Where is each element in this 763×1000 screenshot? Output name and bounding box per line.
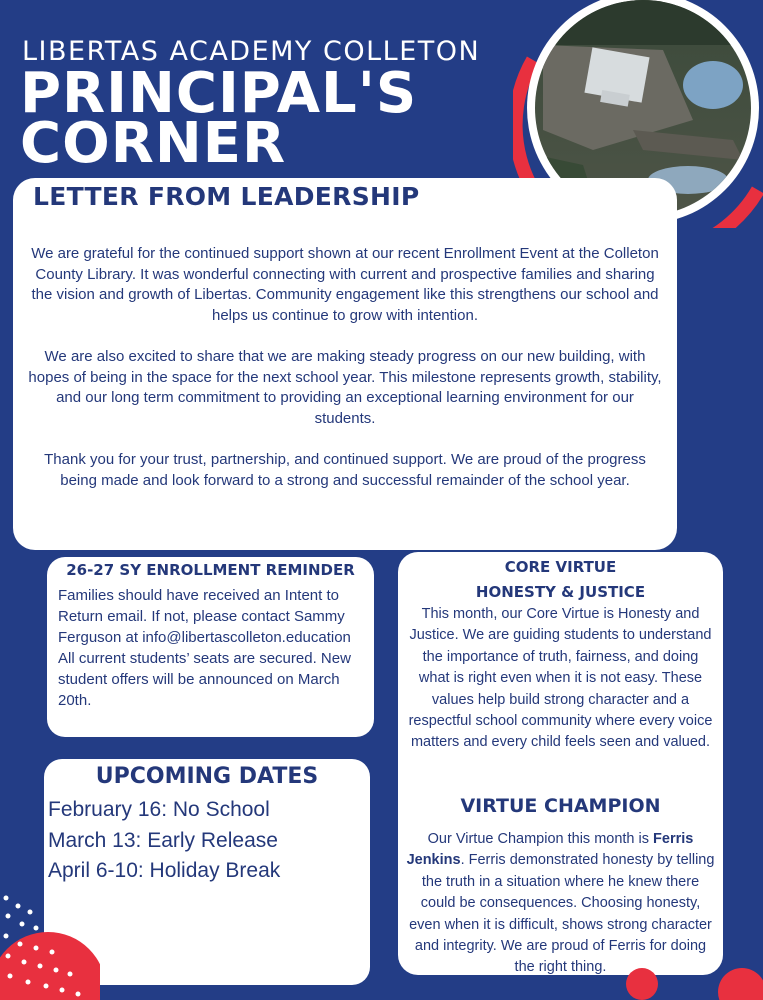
date-item: April 6-10: Holiday Break (48, 859, 281, 882)
core-virtue-heading: CORE VIRTUE (504, 558, 617, 576)
letter-paragraph: We are grateful for the continued support shown at our recent Enrollment Event at the Colleton County Library. It was wonderful connecting with current and prospective families and sharing the vision and growth of Libertas. Community engagement like this strengthens our school and helps us continue to grow with intention. (31, 245, 659, 324)
page-title-line-1: PRINCIPAL'S (20, 61, 418, 126)
decorative-red-circles (612, 968, 763, 1000)
school-name: LIBERTAS ACADEMY COLLETON (22, 36, 481, 67)
dates-heading: UPCOMING DATES (95, 764, 319, 789)
virtue-name-heading: HONESTY & JUSTICE (475, 583, 646, 601)
letter-heading: LETTER FROM LEADERSHIP (33, 182, 420, 211)
virtue-champion-body (406, 829, 715, 979)
champion-description: . Ferris demonstrated honesty by telling the truth in a situation where he knew there could be consequences. Choosing honesty, even when it is difficult, shows strong character and integrity. We are proud of Ferris for doing the right thing. (409, 852, 715, 976)
virtue-body: This month, our Core Virtue is Honesty and Justice. We are guiding students to understand the importance of truth, fairness, and doing what is right even when it is not easy. These values help build strong character and a respectful school community where every voice matters and every child feels seen and valued. (408, 606, 713, 751)
champion-intro: Our Virtue Champion this month is (427, 831, 654, 847)
virtue-card (398, 552, 723, 975)
date-item: February 16: No School (48, 798, 270, 821)
letter-paragraph: We are also excited to share that we are making steady progress on our new building, with hopes of being in the space for the next school year. This milestone represents growth, stability, and our long term commitment to providing an exceptional learning environment for our students. (28, 347, 662, 427)
date-item: March 13: Early Release (48, 829, 278, 852)
decorative-dot-circle (0, 890, 100, 1000)
virtue-champion-heading: VIRTUE CHAMPION (460, 795, 661, 817)
letter-card (13, 178, 677, 550)
enrollment-body: Families should have received an Intent to Return email. If not, please contact Sammy Ferguson at info@libertascolleton.education All current students’ seats are secured. New student offers will be announced on March 20th. (58, 587, 351, 709)
enrollment-heading: 26-27 SY ENROLLMENT REMINDER (66, 561, 355, 579)
champion-name: Ferris Jenkins (406, 831, 694, 869)
letter-body (27, 244, 663, 512)
letter-paragraph: Thank you for your trust, partnership, and continued support. We are proud of the progress being made and look forward to a strong and successful remainder of the school year. (44, 450, 646, 489)
enrollment-card (47, 557, 374, 737)
page-title-line-2: CORNER (20, 111, 287, 176)
